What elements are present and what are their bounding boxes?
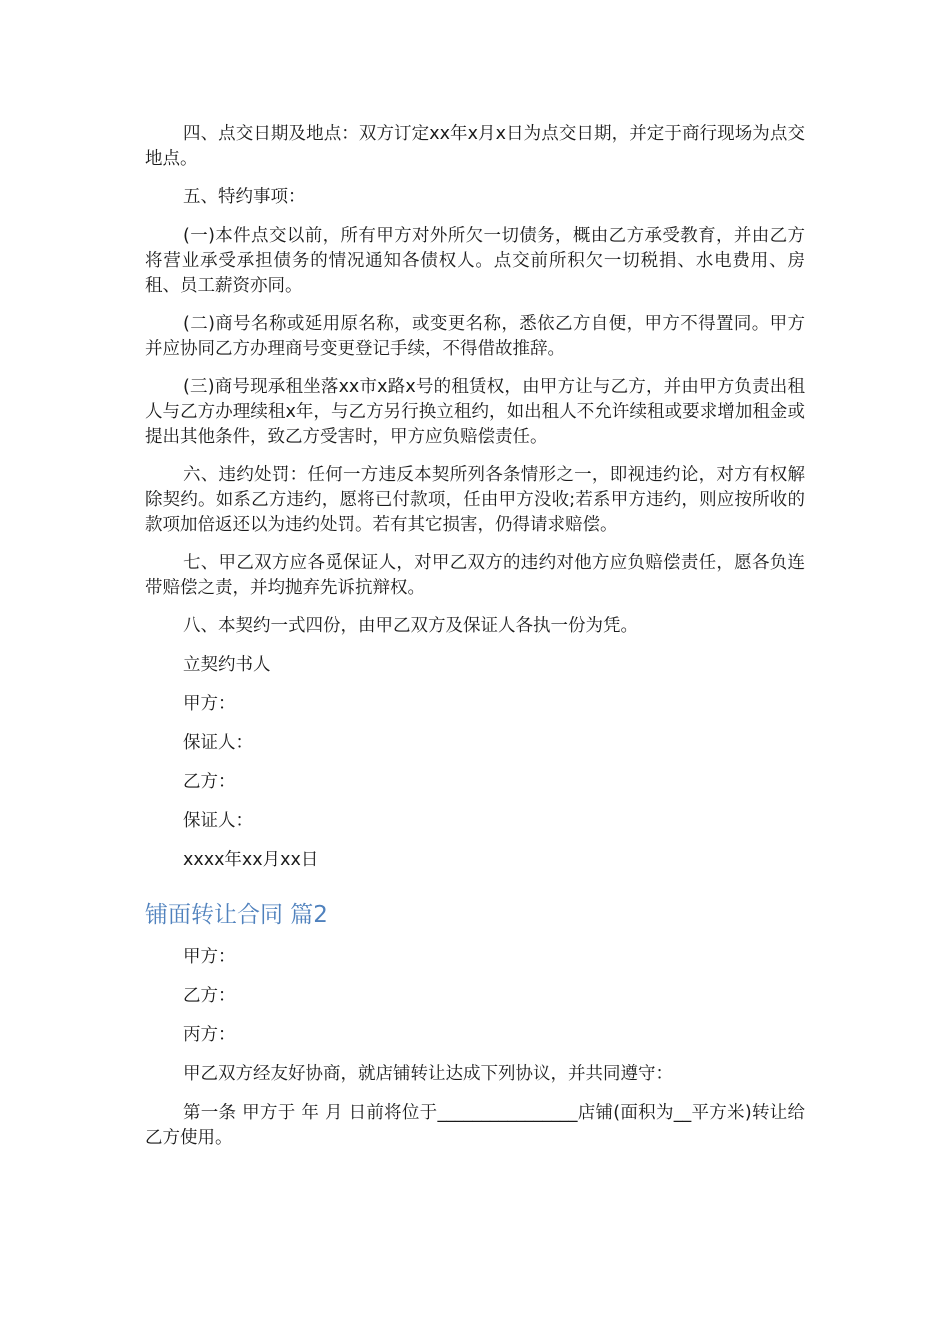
clause-8-copies: 八、本契约一式四份，由甲乙双方及保证人各执一份为凭。 bbox=[183, 616, 638, 636]
section-2-title: 铺面转让合同 篇2 bbox=[145, 902, 328, 928]
clause-5-item-2: (二)商号名称或延用原名称，或变更名称，悉依乙方自便，甲方不得置同。甲方并应协同乙方办理商号变更登记手续，不得借故推辞。 bbox=[145, 314, 805, 359]
signing-date: xxxx年xx月xx日 bbox=[183, 850, 319, 870]
clause-6-breach-penalty: 六、违约处罚：任何一方违反本契所列各条情形之一，即视违约论，对方有权解除契约。如系乙方违约，愿将已付款项，任由甲方没收;若系甲方违约，则应按所收的款项加倍返还以为违约处罚。若有其它损害，仍得请求赔偿。 bbox=[145, 465, 805, 535]
guarantor-a-signature: 保证人： bbox=[183, 733, 253, 753]
clause-5-item-3: (三)商号现承租坐落xx市x路x号的租赁权，由甲方让与乙方，并由甲方负责出租人与乙方办理续租x年，与乙方另行换立租约，如出租人不允许续租或要求增加租金或提出其他条件，致乙方受害时，甲方应负赔偿责任。 bbox=[145, 377, 805, 447]
agreement-intro: 甲乙双方经友好协商，就店铺转让达成下列协议，并共同遵守： bbox=[183, 1064, 673, 1084]
party-b-signature: 乙方： bbox=[183, 772, 236, 792]
party-c-line: 丙方： bbox=[183, 1025, 236, 1045]
clause-4-handover-date: 四、点交日期及地点：双方订定xx年x月x日为点交日期，并定于商行现场为点交地点。 bbox=[145, 124, 805, 169]
guarantor-b-signature: 保证人： bbox=[183, 811, 253, 831]
article-1: 第一条 甲方于 年 月 日前将位于________________店铺(面积为__平方米)转让给乙方使用。 bbox=[145, 1103, 805, 1148]
party-b-line: 乙方： bbox=[183, 986, 236, 1006]
clause-7-guarantors: 七、甲乙双方应各觅保证人，对甲乙双方的违约对他方应负赔偿责任，愿各负连带赔偿之责，并均抛弃先诉抗辩权。 bbox=[145, 553, 805, 598]
clause-5-item-1: (一)本件点交以前，所有甲方对外所欠一切债务，概由乙方承受教育，并由乙方将营业承受承担债务的情况通知各债权人。点交前所积欠一切税捐、水电费用、房租、员工薪资亦同。 bbox=[145, 226, 805, 296]
document-page bbox=[145, 122, 805, 1164]
signatories-label: 立契约书人 bbox=[183, 655, 271, 675]
clause-5-special-terms: 五、特约事项： bbox=[183, 187, 306, 207]
party-a-line: 甲方： bbox=[183, 947, 236, 967]
party-a-signature: 甲方： bbox=[183, 694, 236, 714]
